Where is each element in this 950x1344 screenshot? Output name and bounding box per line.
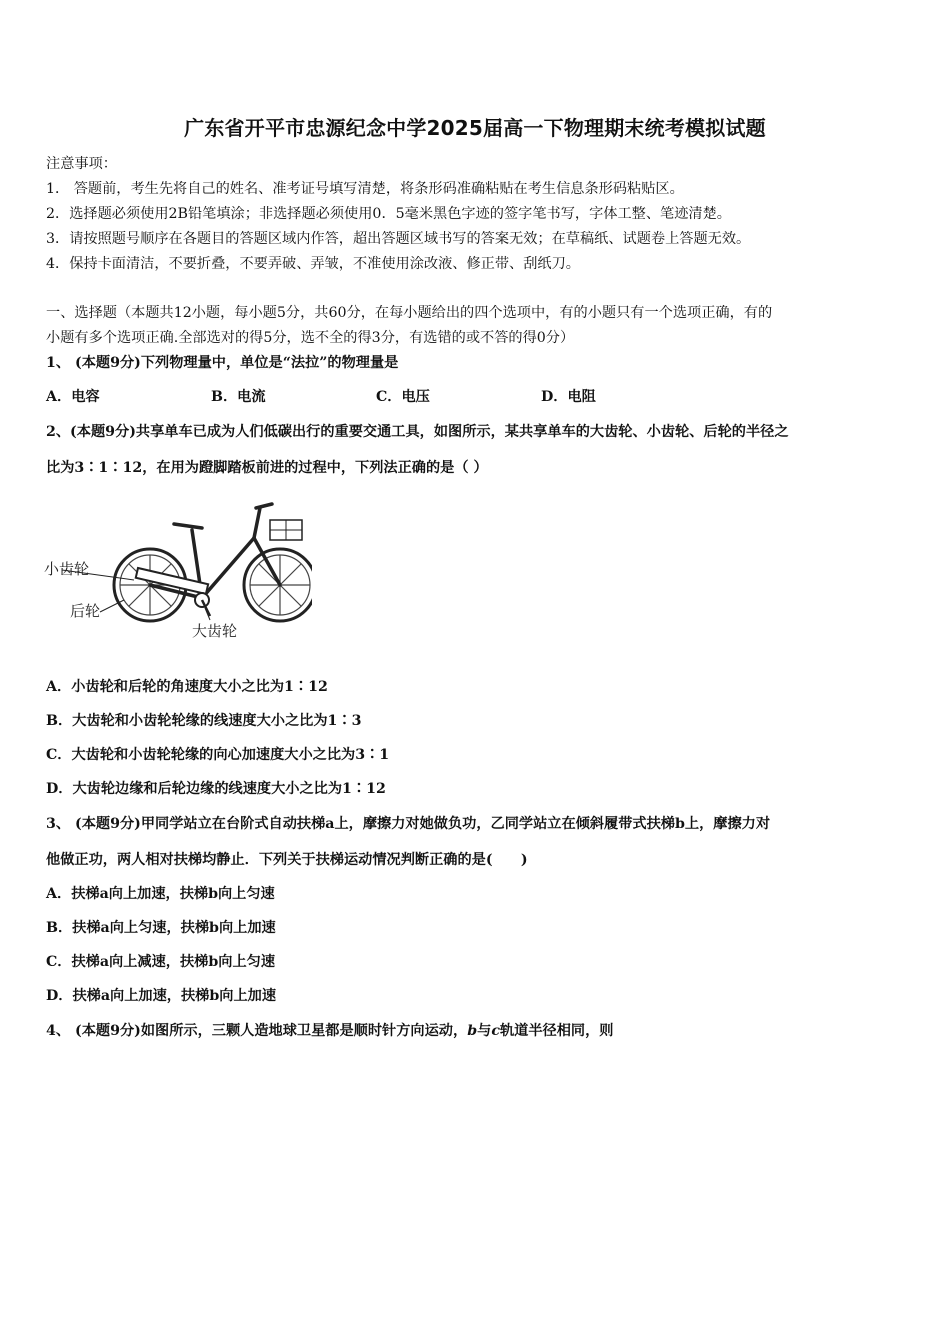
bicycle-figure [42,488,312,643]
question-4-stem: 4、 (本题9分)如图所示，三颗人造地球卫星都是顺时针方向运动，b与c轨道半径相同，则 [46,1023,614,1039]
notice-heading: 注意事项： [46,156,117,172]
question-2-option-d: D．大齿轮边缘和后轮边缘的线速度大小之比为1∶12 [46,781,386,797]
question-2-stem: 比为3∶1∶12，在用为蹬脚踏板前进的过程中，下列法正确的是（ ） [46,460,488,476]
option-d: D．电阻 [541,389,596,405]
question-3-option-a: A．扶梯a向上加速，扶梯b向上匀速 [46,886,275,902]
question-2-option-c: C．大齿轮和小齿轮轮缘的向心加速度大小之比为3∶1 [46,747,390,763]
option-a: A．电容 [46,389,100,405]
section-instructions: 小题有多个选项正确.全部选对的得5分，选不全的得3分，有选错的或不答的得0分） [46,330,575,346]
question-2-option-b: B．大齿轮和小齿轮轮缘的线速度大小之比为1∶3 [46,713,362,729]
question-1-options [46,386,596,406]
notice-item: 2．选择题必须使用2B铅笔填涂；非选择题必须使用0．5毫米黑色字迹的签字笔书写，字体工整、笔迹清楚。 [46,206,731,222]
question-3-stem: 3、 (本题9分)甲同学站立在台阶式自动扶梯a上，摩擦力对她做负功，乙同学站立在倾斜履带式扶梯b上，摩擦力对 [46,816,771,832]
label-small-gear: 小齿轮 [44,560,90,578]
option-b: B．电流 [211,389,266,405]
section-instructions: 一、选择题（本题共12小题，每小题5分，共60分，在每小题给出的四个选项中，有的小题只有一个选项正确，有的 [46,305,773,321]
bicycle-illustration [42,488,312,643]
label-rear-wheel: 后轮 [70,602,101,620]
option-c: C．电压 [376,389,430,405]
notice-item: 4．保持卡面清洁，不要折叠，不要弄破、弄皱，不准使用涂改液、修正带、刮纸刀。 [46,256,580,272]
notice-item: 1． 答题前，考生先将自己的姓名、准考证号填写清楚，将条形码准确粘贴在考生信息条形码粘贴区。 [46,181,684,197]
question-3-option-c: C．扶梯a向上减速，扶梯b向上匀速 [46,954,276,970]
question-1-stem: 1、 (本题9分)下列物理量中，单位是“法拉”的物理量是 [46,355,399,371]
question-3-stem: 他做正功，两人相对扶梯均静止．下列关于扶梯运动情况判断正确的是( ) [46,852,528,868]
question-3-option-b: B．扶梯a向上匀速，扶梯b向上加速 [46,920,276,936]
question-2-stem: 2、(本题9分)共享单车已成为人们低碳出行的重要交通工具，如图所示，某共享单车的大齿轮、小齿轮、后轮的半径之 [46,424,789,440]
notice-item: 3．请按照题号顺序在各题目的答题区域内作答，超出答题区域书写的答案无效；在草稿纸、试题卷上答题无效。 [46,231,751,247]
label-big-gear: 大齿轮 [192,622,238,640]
question-2-option-a: A．小齿轮和后轮的角速度大小之比为1∶12 [46,679,328,695]
question-3-option-d: D．扶梯a向上加速，扶梯b向上加速 [46,988,277,1004]
page-title: 广东省开平市忠源纪念中学2025届高一下物理期末统考模拟试题 [184,116,766,140]
